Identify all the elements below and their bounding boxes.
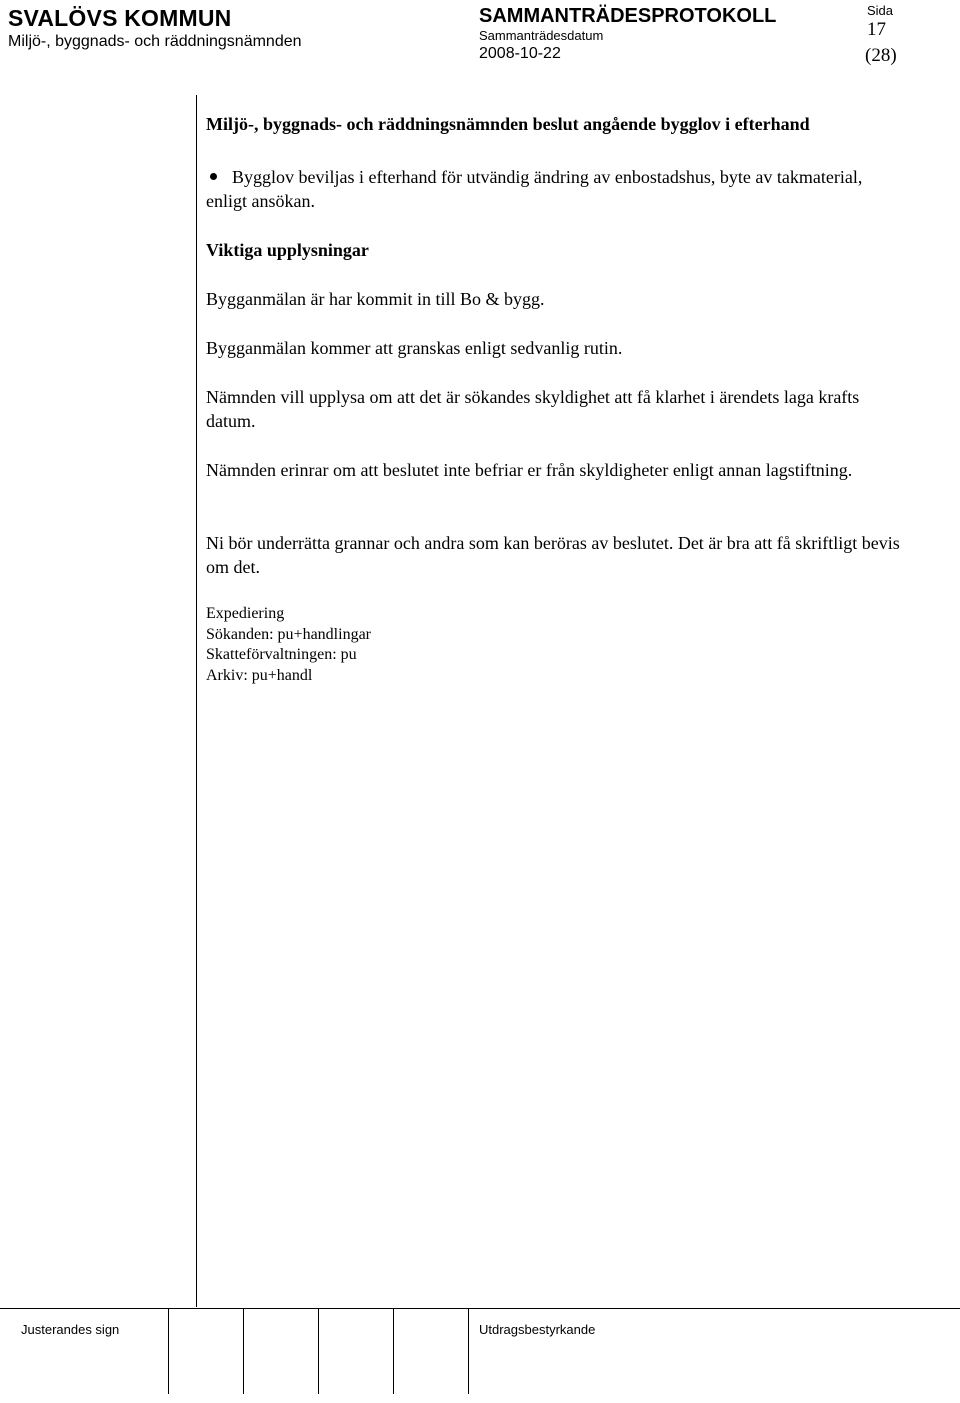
page-label: Sida (867, 3, 894, 18)
footer-rule (0, 1308, 960, 1309)
distribution-item: Sökanden: pu+handlingar (206, 625, 371, 643)
signature-label: Justerandes sign (21, 1322, 120, 1337)
paragraph: Bygganmälan kommer att granskas enligt sedvanlig rutin. (206, 338, 623, 358)
distribution-item: Arkiv: pu+handl (206, 666, 313, 684)
certification-label: Utdragsbestyrkande (479, 1322, 596, 1337)
date-label: Sammanträdesdatum (479, 28, 604, 43)
footer-divider (168, 1309, 169, 1394)
margin-divider (196, 95, 197, 1307)
decision-bullet (206, 165, 906, 213)
organization-name: SVALÖVS KOMMUN (8, 5, 232, 31)
info-subheading: Viktiga upplysningar (206, 240, 369, 260)
distribution-item: Skatteförvaltningen: pu (206, 646, 357, 663)
footer-divider (318, 1309, 319, 1394)
paragraph: Nämnden erinrar om att beslutet inte befriar er från skyldigheter enligt annan lagstiftning. (206, 460, 853, 480)
decision-heading: Miljö-, byggnads- och räddningsnämnden beslut angående bygglov i efterhand (206, 114, 810, 134)
page-number: 17 (867, 19, 886, 40)
paragraph: Bygganmälan är har kommit in till Bo & bygg. (206, 289, 545, 309)
footer-divider (243, 1309, 244, 1394)
department-name: Miljö-, byggnads- och räddningsnämnden (8, 33, 302, 50)
distribution-list (206, 604, 371, 686)
paragraph: Nämnden vill upplysa om att det är sökandes skyldighet att få klarhet i ärendets laga krafts datum. (206, 387, 860, 431)
document-type: SAMMANTRÄDESPROTOKOLL (479, 5, 777, 27)
footer-divider (393, 1309, 394, 1394)
paragraph: Ni bör underrätta grannar och andra som kan beröras av beslutet. Det är bra att få skriftligt bevis om det. (206, 533, 900, 577)
distribution-title: Expediering (206, 605, 285, 622)
meeting-date: 2008-10-22 (479, 45, 561, 62)
page-total: (28) (865, 45, 897, 66)
bullet-icon (210, 173, 217, 180)
bullet-text: Bygglov beviljas i efterhand för utvändig ändring av enbostadshus, byte av takmaterial, enligt ansökan. (206, 167, 863, 211)
footer-divider (468, 1309, 469, 1394)
